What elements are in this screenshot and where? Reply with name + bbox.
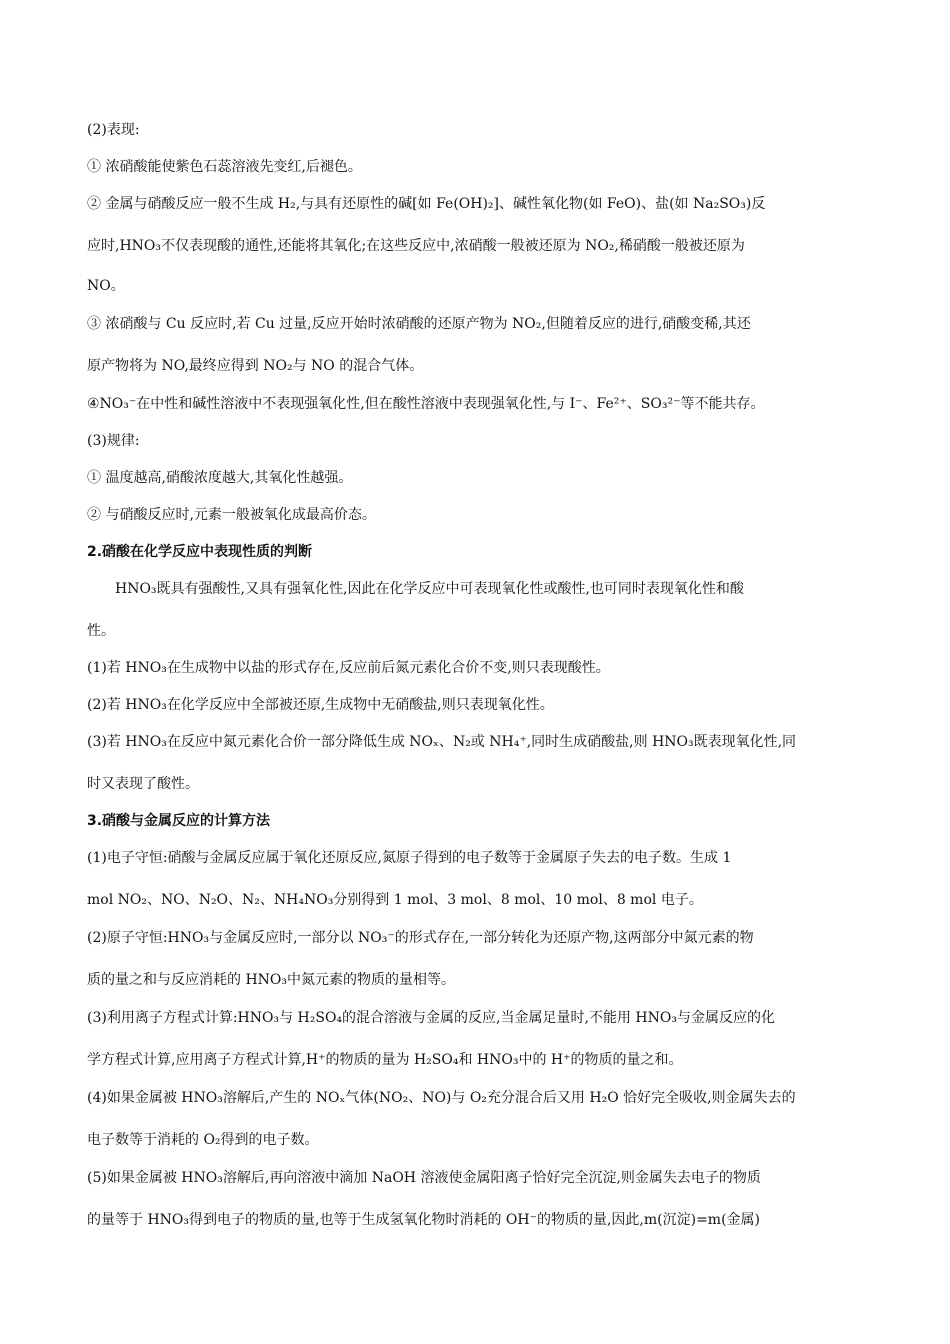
- section-2-intro-line-1: HNO₃既具有强酸性,又具有强氧化性,因此在化学反应中可表现氧化性或酸性,也可同时表现氧化性和酸: [115, 581, 744, 597]
- rule-item-1: ① 温度越高,硝酸浓度越大,其氧化性越强。: [87, 470, 353, 486]
- section-2-case-3-line-2: 时又表现了酸性。: [87, 776, 199, 792]
- document-body: [87, 121, 865, 1229]
- section-heading-2: 2.硝酸在化学反应中表现性质的判断: [87, 544, 313, 560]
- method-2-line-1: (2)原子守恒:HNO₃与金属反应时,一部分以 NO₃⁻的形式存在,一部分转化为还原产物,这两部分中氮元素的物: [87, 930, 754, 946]
- performance-item-3-line-2: 原产物将为 NO,最终应得到 NO₂与 NO 的混合气体。: [87, 358, 424, 374]
- section-2-case-1: (1)若 HNO₃在生成物中以盐的形式存在,反应前后氮元素化合价不变,则只表现酸性。: [87, 660, 610, 676]
- performance-item-2-line-1: ② 金属与硝酸反应一般不生成 H₂,与具有还原性的碱[如 Fe(OH)₂]、碱性氧化物(如 FeO)、盐(如 Na₂SO₃)反: [87, 196, 766, 212]
- method-3-line-1: (3)利用离子方程式计算:HNO₃与 H₂SO₄的混合溶液与金属的反应,当金属足量时,不能用 HNO₃与金属反应的化: [87, 1010, 775, 1026]
- subheading-performance: (2)表现:: [87, 122, 140, 138]
- method-5-line-1: (5)如果金属被 HNO₃溶解后,再向溶液中滴加 NaOH 溶液使金属阳离子恰好完全沉淀,则金属失去电子的物质: [87, 1170, 761, 1186]
- method-1-line-2: mol NO₂、NO、N₂O、N₂、NH₄NO₃分别得到 1 mol、3 mol、8 mol、10 mol、8 mol 电子。: [87, 892, 703, 908]
- performance-item-2-line-3: NO。: [87, 278, 125, 294]
- method-4-line-2: 电子数等于消耗的 O₂得到的电子数。: [87, 1132, 319, 1148]
- method-3-line-2: 学方程式计算,应用离子方程式计算,H⁺的物质的量为 H₂SO₄和 HNO₃中的 H⁺的物质的量之和。: [87, 1052, 683, 1068]
- section-2-intro-line-2: 性。: [87, 623, 115, 639]
- section-heading-3: 3.硝酸与金属反应的计算方法: [87, 813, 271, 829]
- section-2-case-3-line-1: (3)若 HNO₃在反应中氮元素化合价一部分降低生成 NOₓ、N₂或 NH₄⁺,同时生成硝酸盐,则 HNO₃既表现氧化性,同: [87, 734, 797, 750]
- performance-item-3-line-1: ③ 浓硝酸与 Cu 反应时,若 Cu 过量,反应开始时浓硝酸的还原产物为 NO₂,但随着反应的进行,硝酸变稀,其还: [87, 316, 751, 332]
- method-1-line-1: (1)电子守恒:硝酸与金属反应属于氧化还原反应,氮原子得到的电子数等于金属原子失去的电子数。生成 1: [87, 850, 732, 866]
- method-4-line-1: (4)如果金属被 HNO₃溶解后,产生的 NOₓ气体(NO₂、NO)与 O₂充分混合后又用 H₂O 恰好完全吸收,则金属失去的: [87, 1090, 796, 1106]
- rule-item-2: ② 与硝酸反应时,元素一般被氧化成最高价态。: [87, 507, 376, 523]
- performance-item-4: ④NO₃⁻在中性和碱性溶液中不表现强氧化性,但在酸性溶液中表现强氧化性,与 I⁻、Fe²⁺、SO₃²⁻等不能共存。: [87, 396, 765, 412]
- performance-item-1: ① 浓硝酸能使紫色石蕊溶液先变红,后褪色。: [87, 159, 362, 175]
- section-2-case-2: (2)若 HNO₃在化学反应中全部被还原,生成物中无硝酸盐,则只表现氧化性。: [87, 697, 554, 713]
- performance-item-2-line-2: 应时,HNO₃不仅表现酸的通性,还能将其氧化;在这些反应中,浓硝酸一般被还原为 NO₂,稀硝酸一般被还原为: [87, 238, 745, 254]
- subheading-rules: (3)规律:: [87, 433, 140, 449]
- method-5-line-2: 的量等于 HNO₃得到电子的物质的量,也等于生成氢氧化物时消耗的 OH⁻的物质的量,因此,m(沉淀)=m(金属): [87, 1212, 761, 1228]
- method-2-line-2: 质的量之和与反应消耗的 HNO₃中氮元素的物质的量相等。: [87, 972, 455, 988]
